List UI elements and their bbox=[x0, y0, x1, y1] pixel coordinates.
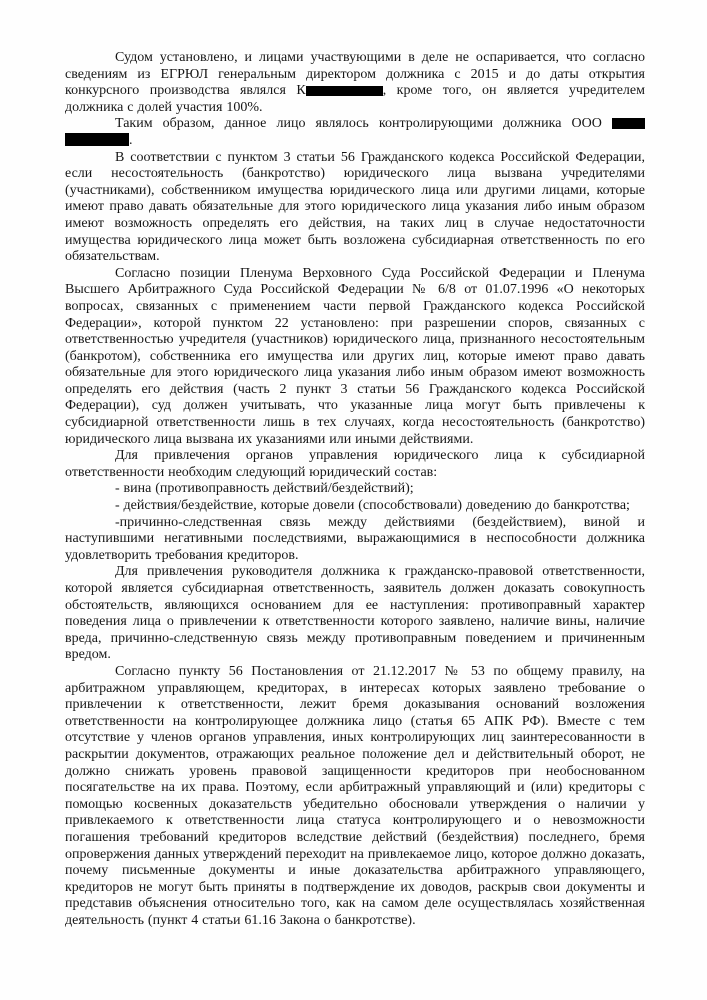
redaction-bar bbox=[612, 118, 645, 129]
paragraph: Для привлечения органов управления юридического лица к субсидиарной ответственности необходим следующий юридический состав: bbox=[65, 448, 645, 480]
paragraph: Согласно пункту 56 Постановления от 21.12.2017 № 53 по общему правилу, на арбитражном управляющем, кредиторах, в интересах которых заявлено требование о привлечении к ответственности, лежит бремя доказывания оснований возложения ответственности на контролирующее должника лицо (статья 65 АПК РФ). Вместе с тем отсутствие у членов органов управления, иных контролирующих лиц заинтересованности в раскрытии документов, отражающих реальное положение дел и действительный оборот, не должно снижать уровень правовой защищенности кредиторов при необоснованном посягательстве на их права. Поэтому, если арбитражный управляющий и (или) кредиторы с помощью косвенных доказательств убедительно обосновали утверждения о наличии у привлекаемого к ответственности лица статуса контролирующего и о невозможности погашения требований кредиторов вследствие действий (бездействия) последнего, бремя опровержения данных утверждений переходит на привлекаемое лицо, которое должно доказать, почему письменные документы и иные доказательства арбитражного управляющего, кредиторов не могут быть приняты в подтверждение их доводов, раскрыв свои документы и представив объяснения относительно того, как на самом деле осуществлялась хозяйственная деятельность (пункт 4 статьи 61.16 Закона о банкротстве). bbox=[65, 663, 645, 928]
paragraph: -причинно-следственная связь между действиями (бездействием), виной и наступившими негативными последствиями, выражающимися в неспособности должника удовлетворить требования кредиторов. bbox=[65, 514, 645, 563]
redaction-bar bbox=[65, 133, 129, 146]
paragraph: Согласно позиции Пленума Верховного Суда Российской Федерации и Пленума Высшего Арбитражного Суда Российской Федерации № 6/8 от 01.07.1996 «О некоторых вопросах, связанных с применением части первой Гражданского кодекса Российской Федерации», которой пунктом 22 установлено: при разрешении споров, связанных с ответственностью учредителя (участников) юридического лица, признанного несостоятельным (банкротом), собственника его имущества или других лиц, которые имеют право давать обязательные для этого юридического лица указания либо иным образом имеют возможность определять его действия (часть 2 пункт 3 статьи 56 Гражданского кодекса Российской Федерации), суд должен учитывать, что указанные лица могут быть привлечены к субсидиарной ответственности лишь в тех случаях, когда несостоятельность (банкротство) юридического лица вызвана их указаниями или иными действиями. bbox=[65, 265, 645, 447]
paragraph: В соответствии с пунктом 3 статьи 56 Гражданского кодекса Российской Федерации, если несостоятельность (банкротство) юридического лица вызвана учредителями (участниками), собственником имущества юридического лица или другими лицами, которые имеют право давать обязательные для этого юридического лица указания либо иным образом имеют возможность определять его действия, на таких лиц в случае недостаточности имущества юридического лица может быть возложена субсидиарная ответственность по его обязательствам. bbox=[65, 149, 645, 265]
paragraph: Судом установлено, и лицами участвующими в деле не оспаривается, что согласно сведениям из ЕГРЮЛ генеральным директором должника с 2015 и до даты открытия конкурсного производства являлся К , кроме того, он является учредителем должника с долей участия 100%. bbox=[65, 50, 645, 115]
document-body bbox=[65, 50, 645, 929]
paragraph: - вина (противоправность действий/бездействий); bbox=[115, 481, 414, 497]
paragraph: - действия/бездействие, которые довели (способствовали) доведению до банкротства; bbox=[115, 498, 630, 514]
redaction-bar bbox=[306, 86, 383, 96]
paragraph: Для привлечения руководителя должника к гражданско-правовой ответственности, которой является субсидиарная ответственность, заявитель должен доказать совокупность обстоятельств, являющихся основанием для ее наступления: противоправный характер поведения лица о привлечении к ответственности которого заявлено, наличие вины, наличие вреда, причинно-следственную связь между противоправным поведением и причиненным вредом. bbox=[65, 564, 645, 663]
paragraph: Таким образом, данное лицо являлось контролирующими должника ООО . bbox=[65, 116, 645, 149]
